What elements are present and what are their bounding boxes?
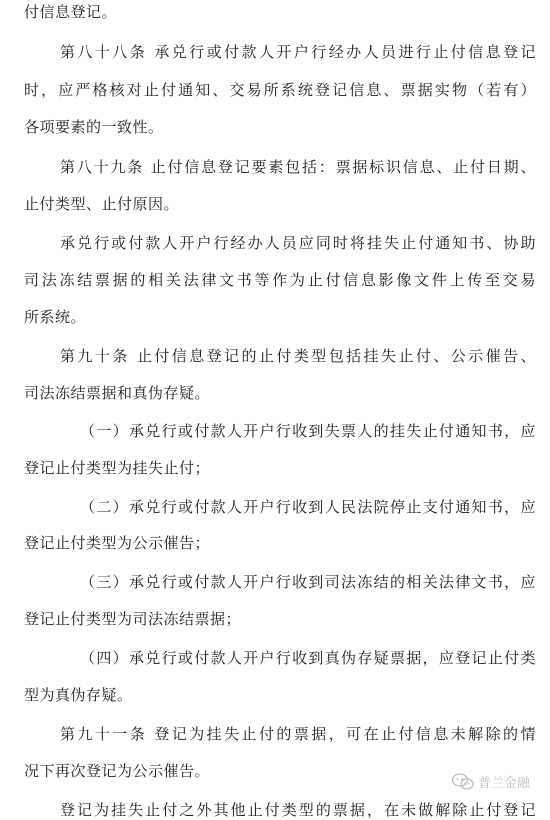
text-line: 各项要素的一致性。 — [24, 118, 164, 136]
text-line: （一）承兑行或付款人开户行收到失票人的挂失止付通知书，应 — [80, 422, 536, 440]
text-line: 登记止付类型为公示催告； — [24, 534, 211, 552]
text-line: 登记为挂失止付之外其他止付类型的票据，在未做解除止付登记 — [60, 801, 536, 819]
text-line: 付信息登记。 — [24, 3, 118, 21]
wechat-icon — [452, 773, 474, 791]
text-line: （二）承兑行或付款人开户行收到人民法院停止支付通知书，应 — [80, 498, 536, 516]
text-line: 止付类型、止付原因。 — [24, 195, 180, 213]
text-line: 第九十条 止付信息登记的止付类型包括挂失止付、公示催告、 — [60, 347, 536, 365]
text-line: （三）承兑行或付款人开户行收到司法冻结的相关法律文书，应 — [80, 573, 536, 591]
watermark-text: 普兰金融 — [477, 776, 530, 791]
text-line: 司法冻结票据和真伪存疑。 — [24, 384, 211, 402]
text-line: 时，应严格核对止付通知、交易所系统登记信息、票据实物（若有） — [24, 81, 536, 99]
text-line: 承兑行或付款人开户行经办人员应同时将挂失止付通知书、协助 — [60, 234, 536, 252]
text-line: （四）承兑行或付款人开户行收到真伪存疑票据，应登记止付类 — [80, 649, 536, 667]
text-line: 第八十九条 止付信息登记要素包括：票据标识信息、止付日期、 — [60, 158, 536, 176]
text-line: 况下再次登记为公示催告。 — [24, 762, 211, 780]
text-line: 第八十八条 承兑行或付款人开户行经办人员进行止付信息登记 — [60, 43, 536, 61]
text-line: 第九十一条 登记为挂失止付的票据，可在止付信息未解除的情 — [60, 725, 536, 743]
text-line: 所系统。 — [24, 308, 87, 326]
text-line: 登记止付类型为挂失止付； — [24, 459, 211, 477]
text-line: 登记止付类型为司法冻结票据； — [24, 610, 242, 628]
text-line: 型为真伪存疑。 — [24, 686, 133, 704]
text-line: 司法冻结票据的相关法律文书等作为止付信息影像文件上传至交易 — [24, 271, 536, 289]
watermark — [452, 772, 530, 791]
